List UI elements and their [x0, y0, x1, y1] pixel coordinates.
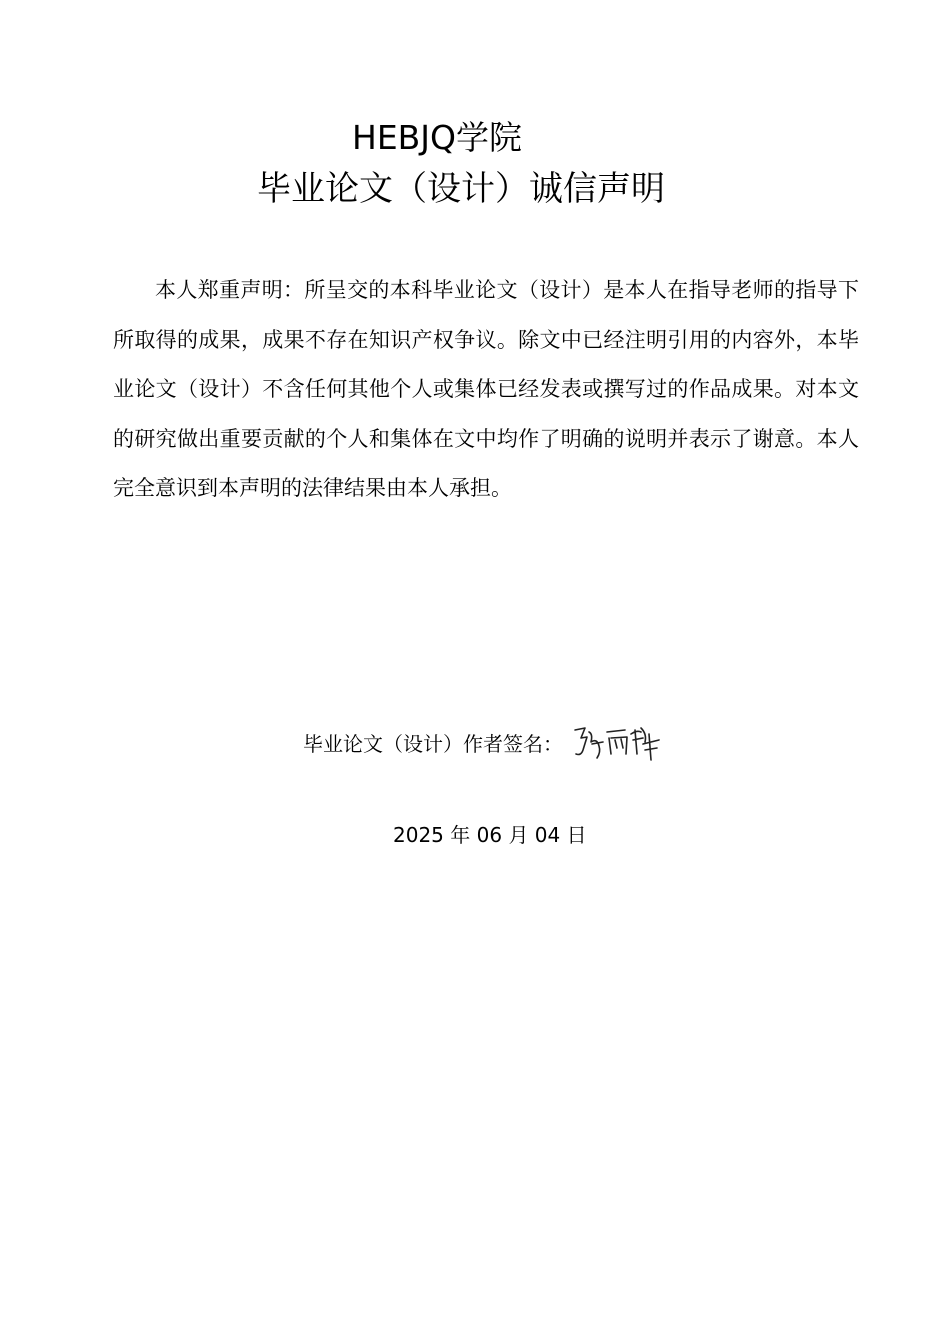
- date-year-unit: 年: [450, 823, 471, 847]
- handwritten-signature-image: [571, 724, 661, 764]
- date-line: [393, 818, 587, 852]
- date-year: 2025: [393, 823, 444, 847]
- date-month: 06: [476, 823, 503, 847]
- date-month-unit: 月: [508, 823, 529, 847]
- date-day-unit: 日: [566, 823, 587, 847]
- signature-row: [303, 722, 661, 762]
- signature-label: 毕业论文（设计）作者签名：: [303, 731, 563, 756]
- page-title: 毕业论文（设计）诚信声明: [257, 169, 665, 209]
- institution-name: HEBJQ学院: [352, 118, 523, 157]
- declaration-body: 本人郑重声明：所呈交的本科毕业论文（设计）是本人在指导老师的指导下所取得的成果，成果不存在知识产权争议。除文中已经注明引用的内容外，本毕业论文（设计）不含任何其他个人或集体已经发表或撰写过的作品成果。对本文的研究做出重要贡献的个人和集体在文中均作了明确的说明并表示了谢意。本人完全意识到本声明的法律结果由本人承担。: [113, 278, 859, 500]
- date-day: 04: [534, 823, 561, 847]
